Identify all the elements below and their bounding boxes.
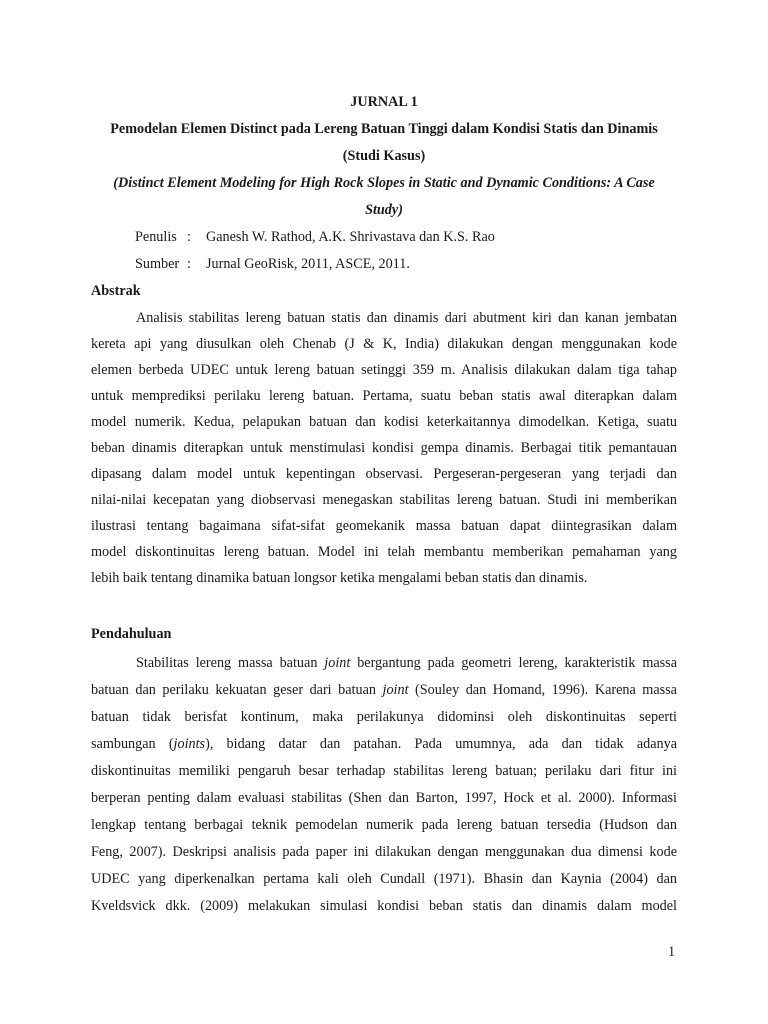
abstract-line: model numerik. Kedua, pelapukan batuan dan kodisi keterkaitannya dimodelkan. Ketiga, suatu	[91, 414, 677, 430]
intro-line: lengkap tentang berbagai teknik pemodelan numerik pada lereng batuan tersedia (Hudson dan	[91, 817, 677, 833]
intro-line: berperan penting dalam evaluasi stabilitas (Shen dan Barton, 1997, Hock et al. 2000). Informasi	[91, 790, 677, 806]
source-colon: :	[187, 256, 191, 272]
subtitle-line-2: Study)	[365, 202, 403, 218]
abstract-line: model diskontinuitas lereng batuan. Model ini telah membantu memberikan pemahaman yang	[91, 544, 677, 560]
abstract-line: dipasang dalam model untuk kepentingan observasi. Pergeseran-pergeseran yang terjadi dan	[91, 466, 677, 482]
intro-line: Feng, 2007). Deskripsi analisis pada paper ini dilakukan dengan menggunakan dua dimensi kode	[91, 844, 677, 860]
intro-italic-term: joint	[324, 655, 351, 671]
intro-line: Kveldsvick dkk. (2009) melakukan simulasi kondisi beban statis dan dinamis dalam model	[91, 898, 677, 914]
intro-line: batuan tidak berisfat kontinum, maka perilakunya didominsi oleh diskontinuitas seperti	[91, 709, 677, 725]
intro-text: Stabilitas lereng massa batuan	[136, 655, 325, 671]
abstract-line: Analisis stabilitas lereng batuan statis dan dinamis dari abutment kiri dan kanan jembatan	[136, 310, 677, 326]
abstract-line: kereta api yang diusulkan oleh Chenab (J & K, India) dilakukan dengan menggunakan kode	[91, 336, 677, 352]
intro-line: diskontinuitas memiliki pengaruh besar terhadap stabilitas lereng batuan; perilaku dari fitur ini	[91, 763, 677, 779]
journal-label: JURNAL 1	[350, 94, 418, 110]
intro-line	[136, 655, 677, 672]
abstract-line: beban dinamis diterapkan untuk menstimulasi kondisi gempa dinamis. Berbagai titik pemantauan	[91, 440, 677, 456]
intro-italic-term: joint	[382, 682, 409, 698]
title-line-1: Pemodelan Elemen Distinct pada Lereng Batuan Tinggi dalam Kondisi Statis dan Dinamis	[110, 121, 658, 137]
intro-line	[91, 736, 677, 753]
intro-text: (Souley dan Homand, 1996). Karena massa	[408, 682, 677, 698]
intro-heading: Pendahuluan	[91, 626, 172, 642]
source-value: Jurnal GeoRisk, 2011, ASCE, 2011.	[206, 256, 410, 272]
abstract-line: lebih baik tentang dinamika batuan longsor ketika mengalami beban statis dan dinamis.	[91, 570, 588, 586]
subtitle-line-1: (Distinct Element Modeling for High Rock Slopes in Static and Dynamic Conditions: A Case	[113, 175, 655, 191]
intro-line: UDEC yang diperkenalkan pertama kali oleh Cundall (1971). Bhasin dan Kaynia (2004) dan	[91, 871, 677, 887]
abstract-line: nilai-nilai kecepatan yang diobservasi menegaskan stabilitas lereng batuan. Studi ini memberikan	[91, 492, 677, 508]
abstract-line: ilustrasi tentang bagaimana sifat-sifat geomekanik massa batuan dapat diintegrasikan dalam	[91, 518, 677, 534]
title-line-2: (Studi Kasus)	[342, 148, 426, 164]
page-number: 1	[668, 944, 676, 960]
author-label: Penulis	[135, 229, 177, 245]
intro-text: batuan dan perilaku kekuatan geser dari batuan	[91, 682, 383, 698]
source-label: Sumber	[135, 256, 180, 272]
abstract-heading: Abstrak	[91, 283, 141, 299]
intro-text: ), bidang datar dan patahan. Pada umumnya, ada dan tidak adanya	[205, 736, 677, 752]
abstract-line: elemen berbeda UDEC untuk lereng batuan setinggi 359 m. Analisis dilakukan dalam tiga tahap	[91, 362, 677, 378]
author-colon: :	[187, 229, 191, 245]
intro-italic-term: joints	[173, 736, 206, 752]
abstract-line: untuk memprediksi perilaku lereng batuan. Pertama, suatu beban statis awal diterapkan dalam	[91, 388, 677, 404]
intro-text: sambungan (	[91, 736, 174, 752]
intro-line	[91, 682, 677, 699]
author-value: Ganesh W. Rathod, A.K. Shrivastava dan K.S. Rao	[206, 229, 495, 245]
intro-text: bergantung pada geometri lereng, karakteristik massa	[350, 655, 677, 671]
